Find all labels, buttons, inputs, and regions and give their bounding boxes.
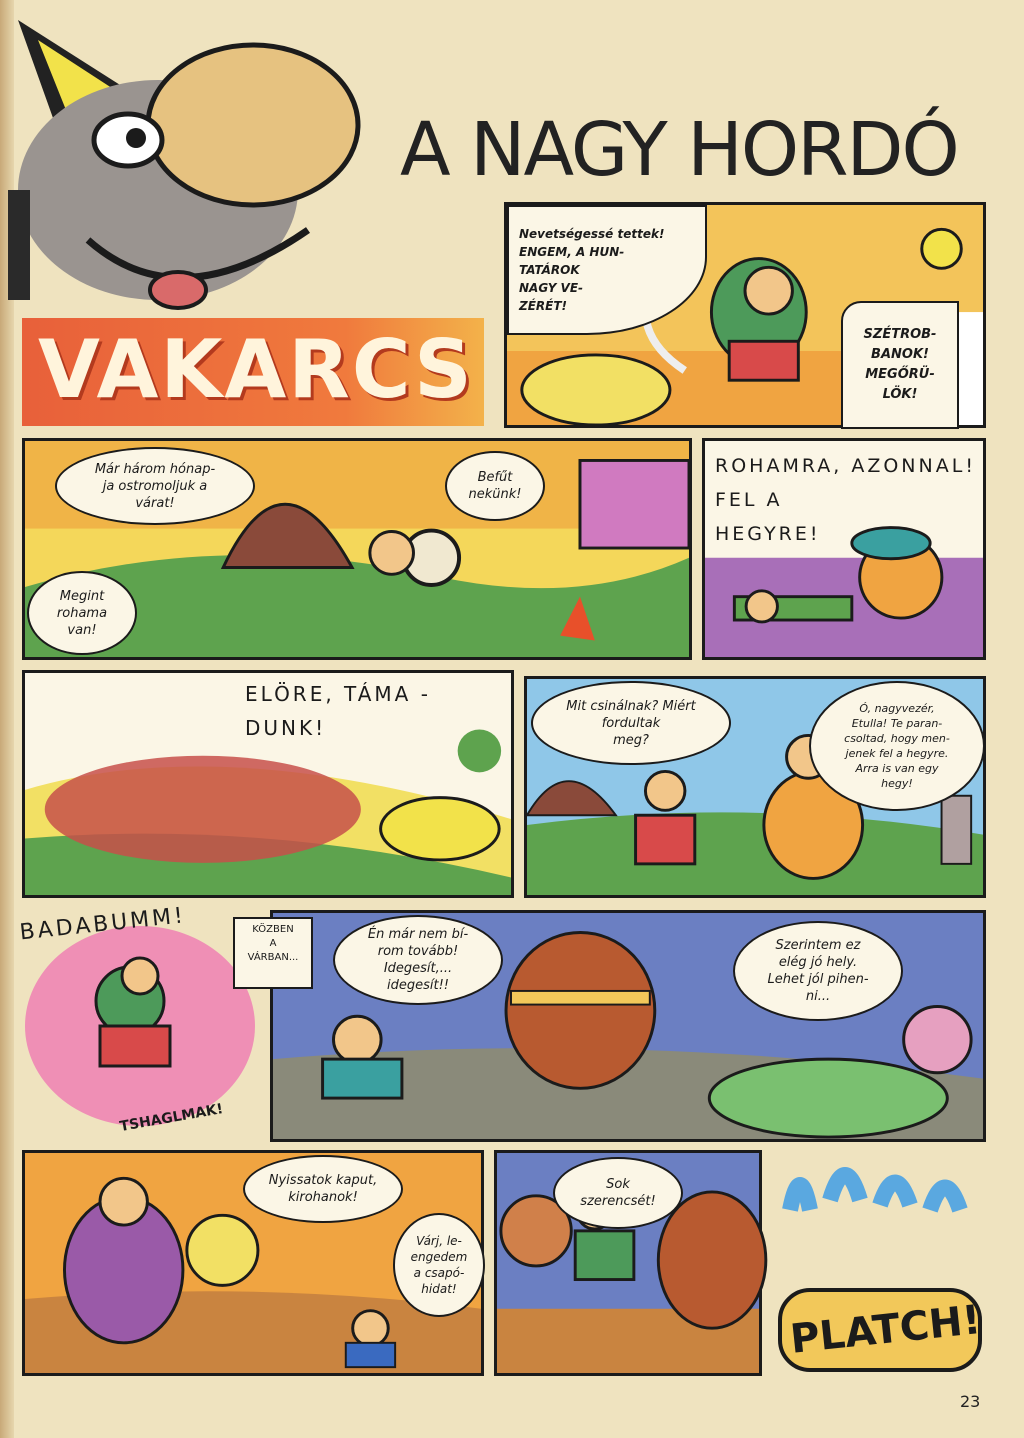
story-title: A NAGY HORDÓ (400, 107, 958, 193)
panel-4 (22, 670, 514, 898)
panel-5 (524, 676, 986, 898)
narration-caption: KÖZBEN A VÁRBAN... (233, 917, 313, 989)
speech-bubble: Én már nem bí- rom tovább! Idegesít,... idegesít!! (333, 915, 503, 1005)
speech-bubble: Már három hónap- ja ostromoljuk a várat! (55, 447, 255, 525)
speech-bubble: Megint rohama van! (27, 571, 137, 655)
shout-text: ELÖRE, TÁMA - DUNK! (245, 682, 431, 740)
speech-bubble: Mit csinálnak? Miért fordultak meg? (531, 681, 731, 765)
panel-7 (247, 910, 986, 1142)
speech-bubble: Várj, le- engedem a csapó- hidat! (393, 1213, 485, 1317)
sound-effect: BADABUMM! (18, 903, 188, 946)
page-number: 23 (960, 1392, 981, 1411)
panel-2 (22, 438, 692, 660)
sound-effect: PLATCH! (788, 1297, 983, 1363)
speech-bubble: Szerintem ez elég jó hely. Lehet jól pihen- ni... (733, 921, 903, 1021)
panel-10 (770, 1150, 986, 1376)
sound-effect: TSHAGLMAK! (118, 1101, 225, 1136)
speech-bubble: Befűt nekünk! (445, 451, 545, 521)
speech-bubble: Sok szerencsét! (553, 1157, 683, 1229)
speech-bubble: Nevetségessé tettek! ENGEM, A HUN- TATÁROK NAGY VE- ZÉRÉT! (507, 205, 707, 335)
speech-bubble: Ó, nagyvezér, Etulla! Te paran- csoltad, hogy men- jenek fel a hegyre. Arra is van egy hegy! (809, 681, 985, 811)
speech-bubble: SZÉTROB- BANOK! MEGŐRÜ- LÖK! (841, 301, 959, 429)
series-title: VAKARCS (38, 323, 474, 416)
shout-text: ROHAMRA, AZONNAL! FEL A HEGYRE! (715, 455, 976, 545)
panel-8 (22, 1150, 484, 1376)
speech-bubble: Nyissatok kaput, kirohanok! (243, 1155, 403, 1223)
panel-1 (504, 202, 986, 428)
panel-9 (494, 1150, 762, 1376)
mascot-head-illustration (8, 20, 368, 320)
panel-3 (702, 438, 986, 660)
